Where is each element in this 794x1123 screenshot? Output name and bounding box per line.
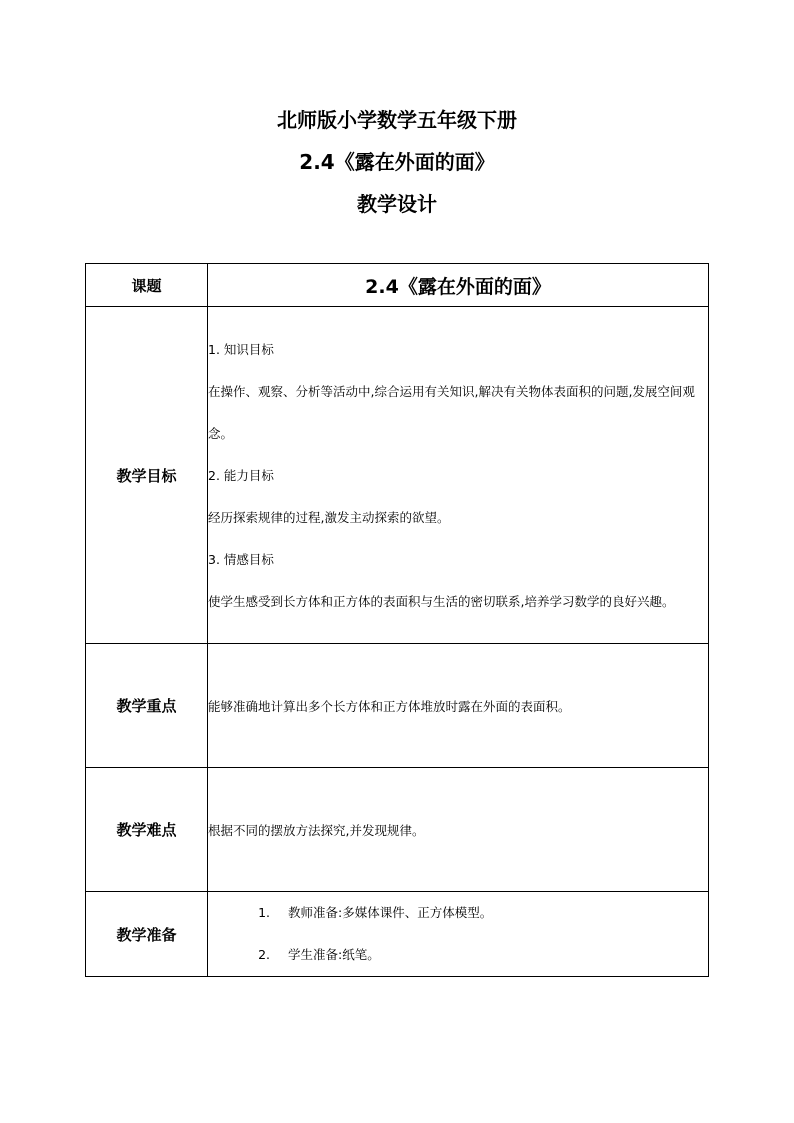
objective-heading-knowledge: 1. 知识目标 <box>208 342 274 357</box>
objectives-label: 教学目标 <box>86 307 208 644</box>
table-row-objectives <box>86 307 709 644</box>
objectives-content <box>208 307 709 644</box>
topic-value: 2.4《露在外面的面》 <box>208 264 709 307</box>
preparation-list <box>208 892 708 976</box>
objective-text-emotion: 使学生感受到长方体和正方体的表面积与生活的密切联系,培养学习数学的良好兴趣。 <box>208 594 675 609</box>
list-number: 2. <box>258 947 270 962</box>
table-row-key-points <box>86 644 709 768</box>
difficulties-label: 教学难点 <box>86 768 208 892</box>
list-number: 1. <box>258 905 270 920</box>
list-item <box>208 934 708 976</box>
key-points-text: 能够准确地计算出多个长方体和正方体堆放时露在外面的表面积。 <box>208 644 709 768</box>
table-row-preparation <box>86 892 709 977</box>
table-row-topic <box>86 264 709 307</box>
difficulties-text: 根据不同的摆放方法探究,并发现规律。 <box>208 768 709 892</box>
document-subtitle: 教学设计 <box>357 192 437 216</box>
preparation-teacher-text: 教师准备:多媒体课件、正方体模型。 <box>288 905 493 920</box>
objective-heading-ability: 2. 能力目标 <box>208 468 274 483</box>
topic-label: 课题 <box>86 264 208 307</box>
objective-text-ability: 经历探索规律的过程,激发主动探索的欲望。 <box>208 510 450 525</box>
preparation-label: 教学准备 <box>86 892 208 977</box>
list-item <box>208 892 708 934</box>
preparation-student-text: 学生准备:纸笔。 <box>288 947 380 962</box>
objective-text-knowledge: 在操作、观察、分析等活动中,综合运用有关知识,解决有关物体表面积的问题,发展空间观念。 <box>208 384 695 441</box>
objective-heading-emotion: 3. 情感目标 <box>208 552 274 567</box>
document-title: 北师版小学数学五年级下册 <box>277 108 517 132</box>
preparation-content <box>208 892 709 977</box>
key-points-label: 教学重点 <box>86 644 208 768</box>
lesson-plan-table <box>85 263 709 977</box>
lesson-title: 2.4《露在外面的面》 <box>299 150 495 174</box>
table-row-difficulties <box>86 768 709 892</box>
